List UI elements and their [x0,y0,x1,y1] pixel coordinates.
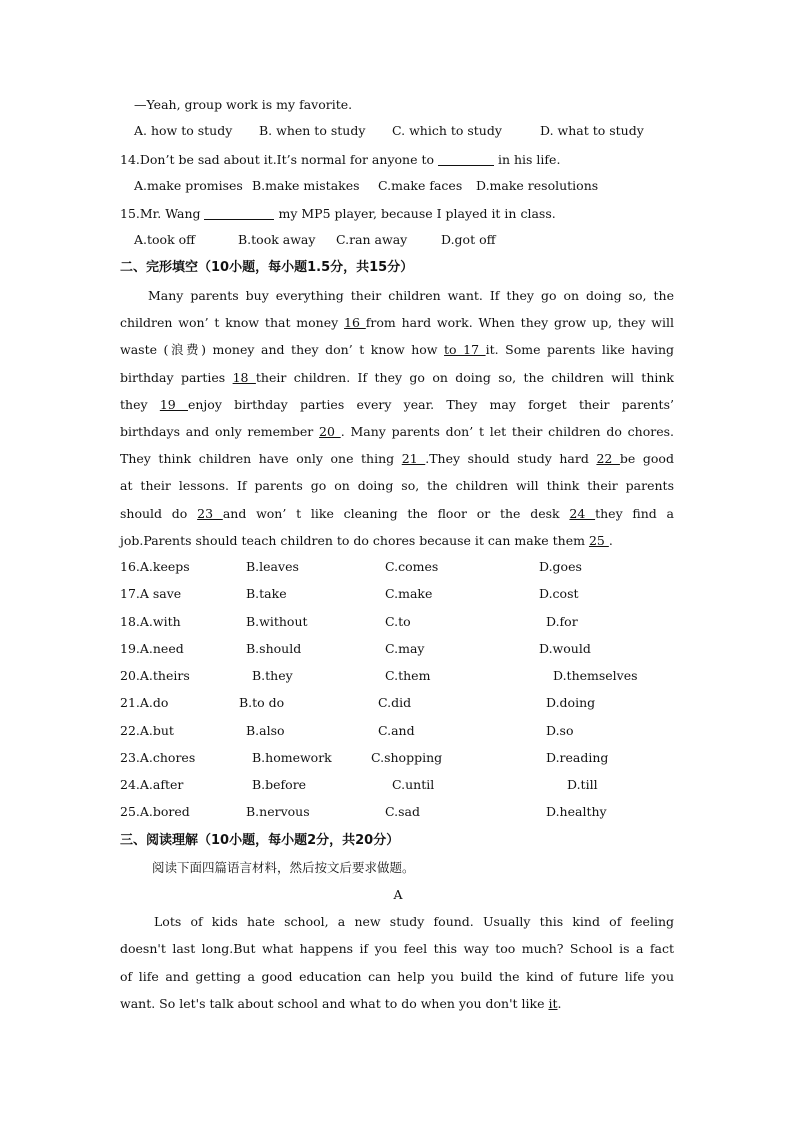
option-17-b: B.take [246,586,287,601]
q14-stem [120,151,680,169]
blank-17: to 17 [444,342,486,357]
section3-heading: 三、阅读理解（10小题，每小题2分，共20分） [120,833,400,848]
option-24-a: 24.A.after [120,777,184,792]
q14-stem-after: in his life. [497,152,561,167]
cloze-text: their children. If they go on doing so, the children will think [255,370,674,385]
reading-text: . [557,996,562,1011]
reading-text: want. So let's talk about school and what to do when you don't like [120,996,545,1011]
option-21-b: B.to do [239,695,285,710]
q15-blank [204,207,274,220]
q15-option-d: D.got off [441,232,496,247]
underlined-word-it: it [548,996,558,1011]
cloze-line-4 [120,369,674,387]
q14-option-c: C.make faces [378,178,463,193]
option-18-d: D.for [546,614,578,629]
cloze-text: they find a [595,506,675,521]
cloze-line-2 [120,314,674,332]
reading-line-3: of life and getting a good education can help you build the kind of future life you [120,969,674,984]
option-22-d: D.so [546,723,574,738]
q13-option-b: B. when to study [259,123,366,138]
option-24-b: B.before [252,777,307,792]
option-18-b: B.without [246,614,308,629]
option-16-d: D.goes [539,559,582,574]
cloze-text: be good [619,451,674,466]
q15-option-c: C.ran away [336,232,408,247]
q13-reply: —Yeah, group work is my favorite. [134,97,353,112]
q13-option-d: D. what to study [540,123,644,138]
q15-stem [120,205,680,223]
reading-line-4 [120,995,680,1013]
option-17-a: 17.A save [120,586,182,601]
cloze-line-1: Many parents buy everything their children want. If they go on doing so, the [148,288,674,303]
q14-option-d: D.make resolutions [476,178,599,193]
cloze-text: waste (浪费) money and they don’ t know how [120,342,438,357]
option-25-b: B.nervous [246,804,310,819]
option-19-c: C.may [385,641,425,656]
option-17-d: D.cost [539,586,579,601]
option-20-c: C.them [385,668,431,683]
option-23-d: D.reading [546,750,609,765]
option-20-b: B.they [252,668,293,683]
option-23-a: 23.A.chores [120,750,196,765]
option-16-b: B.leaves [246,559,299,574]
blank-22: 22 [596,451,620,466]
cloze-line-5 [120,396,674,414]
option-25-a: 25.A.bored [120,804,190,819]
q14-stem-before: 14.Don’t be sad about it.It’s normal for anyone to [120,152,434,167]
reading-line-2: doesn't last long.But what happens if you feel this way too much? School is a fact [120,941,674,956]
cloze-line-10 [120,532,674,550]
cloze-text: job.Parents should teach children to do chores because it can make them [120,533,585,548]
reading-line-1: Lots of kids hate school, a new study found. Usually this kind of feeling [154,914,674,929]
blank-25: 25 [588,533,609,548]
cloze-text: They think children have only one thing [120,451,395,466]
option-18-c: C.to [385,614,411,629]
q13-option-a: A. how to study [134,123,233,138]
option-16-a: 16.A.keeps [120,559,190,574]
cloze-line-8: at their lessons. If parents go on doing so, the children will think their parents [120,478,674,493]
option-24-c: C.until [392,777,435,792]
cloze-line-9 [120,505,674,523]
cloze-line-6 [120,423,674,441]
option-21-a: 21.A.do [120,695,169,710]
option-23-c: C.shopping [371,750,443,765]
option-17-c: C.make [385,586,433,601]
section3-instruction: 阅读下面四篇语言材料，然后按文后要求做题。 [152,860,415,875]
q14-option-a: A.make promises [134,178,243,193]
blank-20: 20 [319,424,341,439]
blank-24: 24 [569,506,596,521]
cloze-line-3 [120,341,674,359]
blank-19: 19 [159,397,188,412]
option-16-c: C.comes [385,559,439,574]
option-22-c: C.and [378,723,415,738]
option-19-d: D.would [539,641,591,656]
cloze-text: birthday parties [120,370,226,385]
cloze-text: and won’ t like cleaning the floor or the desk [222,506,560,521]
blank-21: 21 [401,451,426,466]
cloze-text: birthdays and only remember [120,424,314,439]
cloze-text: they [120,397,148,412]
option-21-d: D.doing [546,695,596,710]
option-23-b: B.homework [252,750,332,765]
option-20-a: 20.A.theirs [120,668,190,683]
q15-option-a: A.took off [134,232,196,247]
blank-18: 18 [232,370,256,385]
cloze-text: should do [120,506,188,521]
q14-blank [438,153,494,166]
option-24-d: D.till [567,777,598,792]
q15-stem-after: my MP5 player, because I played it in class. [278,206,556,221]
q13-option-c: C. which to study [392,123,502,138]
option-20-d: D.themselves [553,668,638,683]
option-22-a: 22.A.but [120,723,174,738]
option-19-a: 19.A.need [120,641,184,656]
option-22-b: B.also [246,723,285,738]
option-21-c: C.did [378,695,412,710]
cloze-text: . [608,533,613,548]
option-18-a: 18.A.with [120,614,181,629]
cloze-text: children won’ t know that money [120,315,339,330]
cloze-text: enjoy birthday parties every year. They may forget their parents’ [187,397,674,412]
cloze-text: . Many parents don’ t let their children do chores. [340,424,674,439]
option-19-b: B.should [246,641,302,656]
passage-label: A [393,887,403,902]
cloze-line-7 [120,450,674,468]
section2-heading: 二、完形填空（10小题，每小题1.5分，共15分） [120,260,414,275]
blank-16: 16 [344,315,366,330]
cloze-text: it. Some parents like having [485,342,675,357]
cloze-text: .They should study hard [425,451,589,466]
blank-23: 23 [197,506,223,521]
q14-option-b: B.make mistakes [252,178,360,193]
cloze-text: from hard work. When they grow up, they will [365,315,674,330]
option-25-c: C.sad [385,804,420,819]
option-25-d: D.healthy [546,804,607,819]
q15-stem-before: 15.Mr. Wang [120,206,201,221]
q15-option-b: B.took away [238,232,316,247]
